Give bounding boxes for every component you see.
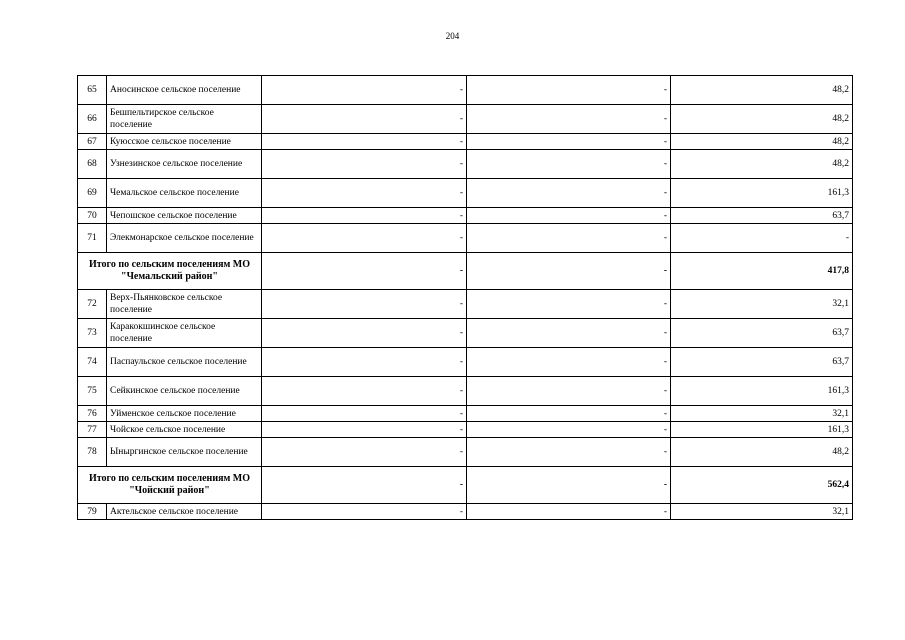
cell-value-a: - — [262, 422, 467, 438]
cell-value-a: - — [262, 134, 467, 150]
cell-value-c: 32,1 — [671, 290, 853, 319]
cell-value-c: 48,2 — [671, 438, 853, 467]
settlement-name: Ыныргинское сельское поселение — [107, 438, 262, 467]
cell-value-b: - — [467, 179, 671, 208]
cell-value-b: - — [467, 319, 671, 348]
cell-value-b: - — [467, 290, 671, 319]
settlement-name: Паспаульское сельское поселение — [107, 348, 262, 377]
table-total-row — [78, 467, 853, 504]
row-number: 74 — [78, 348, 107, 377]
table-row — [78, 134, 853, 150]
table-row — [78, 76, 853, 105]
table-row — [78, 105, 853, 134]
cell-value-c: 32,1 — [671, 504, 853, 520]
cell-value-a: - — [262, 208, 467, 224]
row-number: 79 — [78, 504, 107, 520]
settlement-name: Чемальское сельское поселение — [107, 179, 262, 208]
settlement-name: Чойское сельское поселение — [107, 422, 262, 438]
table-row — [78, 290, 853, 319]
settlements-table — [77, 75, 853, 520]
settlement-name: Узнезинское сельское поселение — [107, 150, 262, 179]
table-body — [78, 76, 853, 520]
settlement-name: Каракокшинское сельское поселение — [107, 319, 262, 348]
total-label: Итого по сельским поселениям МО "Чойский район" — [78, 467, 262, 504]
cell-value-c: 48,2 — [671, 134, 853, 150]
row-number: 75 — [78, 377, 107, 406]
settlement-name: Уйменское сельское поселение — [107, 406, 262, 422]
cell-value-b: - — [467, 438, 671, 467]
row-number: 72 — [78, 290, 107, 319]
row-number: 65 — [78, 76, 107, 105]
row-number: 73 — [78, 319, 107, 348]
cell-value-a: - — [262, 179, 467, 208]
settlement-name: Аносинское сельское поселение — [107, 76, 262, 105]
cell-value-b: - — [467, 105, 671, 134]
cell-value-c: 48,2 — [671, 76, 853, 105]
cell-value-b: - — [467, 422, 671, 438]
cell-value-c: 417,8 — [671, 253, 853, 290]
settlement-name: Элекмонарское сельское поселение — [107, 224, 262, 253]
row-number: 68 — [78, 150, 107, 179]
cell-value-c: 161,3 — [671, 377, 853, 406]
row-number: 71 — [78, 224, 107, 253]
cell-value-c: 562,4 — [671, 467, 853, 504]
table-total-row — [78, 253, 853, 290]
cell-value-a: - — [262, 348, 467, 377]
cell-value-a: - — [262, 76, 467, 105]
cell-value-b: - — [467, 76, 671, 105]
total-label: Итого по сельским поселениям МО "Чемальский район" — [78, 253, 262, 290]
cell-value-b: - — [467, 224, 671, 253]
cell-value-a: - — [262, 406, 467, 422]
cell-value-a: - — [262, 467, 467, 504]
cell-value-c: 63,7 — [671, 348, 853, 377]
cell-value-c: - — [671, 224, 853, 253]
table-row — [78, 406, 853, 422]
table-row — [78, 422, 853, 438]
cell-value-b: - — [467, 377, 671, 406]
cell-value-b: - — [467, 253, 671, 290]
settlement-name: Верх-Пьянковское сельское поселение — [107, 290, 262, 319]
cell-value-c: 63,7 — [671, 208, 853, 224]
cell-value-b: - — [467, 208, 671, 224]
row-number: 67 — [78, 134, 107, 150]
row-number: 77 — [78, 422, 107, 438]
table-row — [78, 150, 853, 179]
cell-value-c: 48,2 — [671, 105, 853, 134]
cell-value-b: - — [467, 406, 671, 422]
table-row — [78, 319, 853, 348]
cell-value-a: - — [262, 253, 467, 290]
table-row — [78, 224, 853, 253]
table-row — [78, 377, 853, 406]
settlement-name: Чепошское сельское поселение — [107, 208, 262, 224]
row-number: 69 — [78, 179, 107, 208]
row-number: 78 — [78, 438, 107, 467]
table-row — [78, 208, 853, 224]
page-number: 204 — [445, 31, 460, 41]
cell-value-a: - — [262, 504, 467, 520]
settlement-name: Бешпельтирское сельское поселение — [107, 105, 262, 134]
cell-value-c: 32,1 — [671, 406, 853, 422]
cell-value-a: - — [262, 224, 467, 253]
table-row — [78, 504, 853, 520]
cell-value-c: 48,2 — [671, 150, 853, 179]
settlement-name: Куюсское сельское поселение — [107, 134, 262, 150]
table-row — [78, 348, 853, 377]
row-number: 76 — [78, 406, 107, 422]
settlement-name: Сейкинское сельское поселение — [107, 377, 262, 406]
cell-value-a: - — [262, 290, 467, 319]
cell-value-b: - — [467, 467, 671, 504]
cell-value-a: - — [262, 150, 467, 179]
cell-value-b: - — [467, 348, 671, 377]
cell-value-b: - — [467, 150, 671, 179]
cell-value-b: - — [467, 134, 671, 150]
table-row — [78, 438, 853, 467]
row-number: 70 — [78, 208, 107, 224]
cell-value-c: 63,7 — [671, 319, 853, 348]
cell-value-a: - — [262, 319, 467, 348]
cell-value-c: 161,3 — [671, 179, 853, 208]
cell-value-a: - — [262, 105, 467, 134]
cell-value-a: - — [262, 438, 467, 467]
cell-value-b: - — [467, 504, 671, 520]
row-number: 66 — [78, 105, 107, 134]
table-row — [78, 179, 853, 208]
cell-value-a: - — [262, 377, 467, 406]
settlement-name: Актельское сельское поселение — [107, 504, 262, 520]
cell-value-c: 161,3 — [671, 422, 853, 438]
